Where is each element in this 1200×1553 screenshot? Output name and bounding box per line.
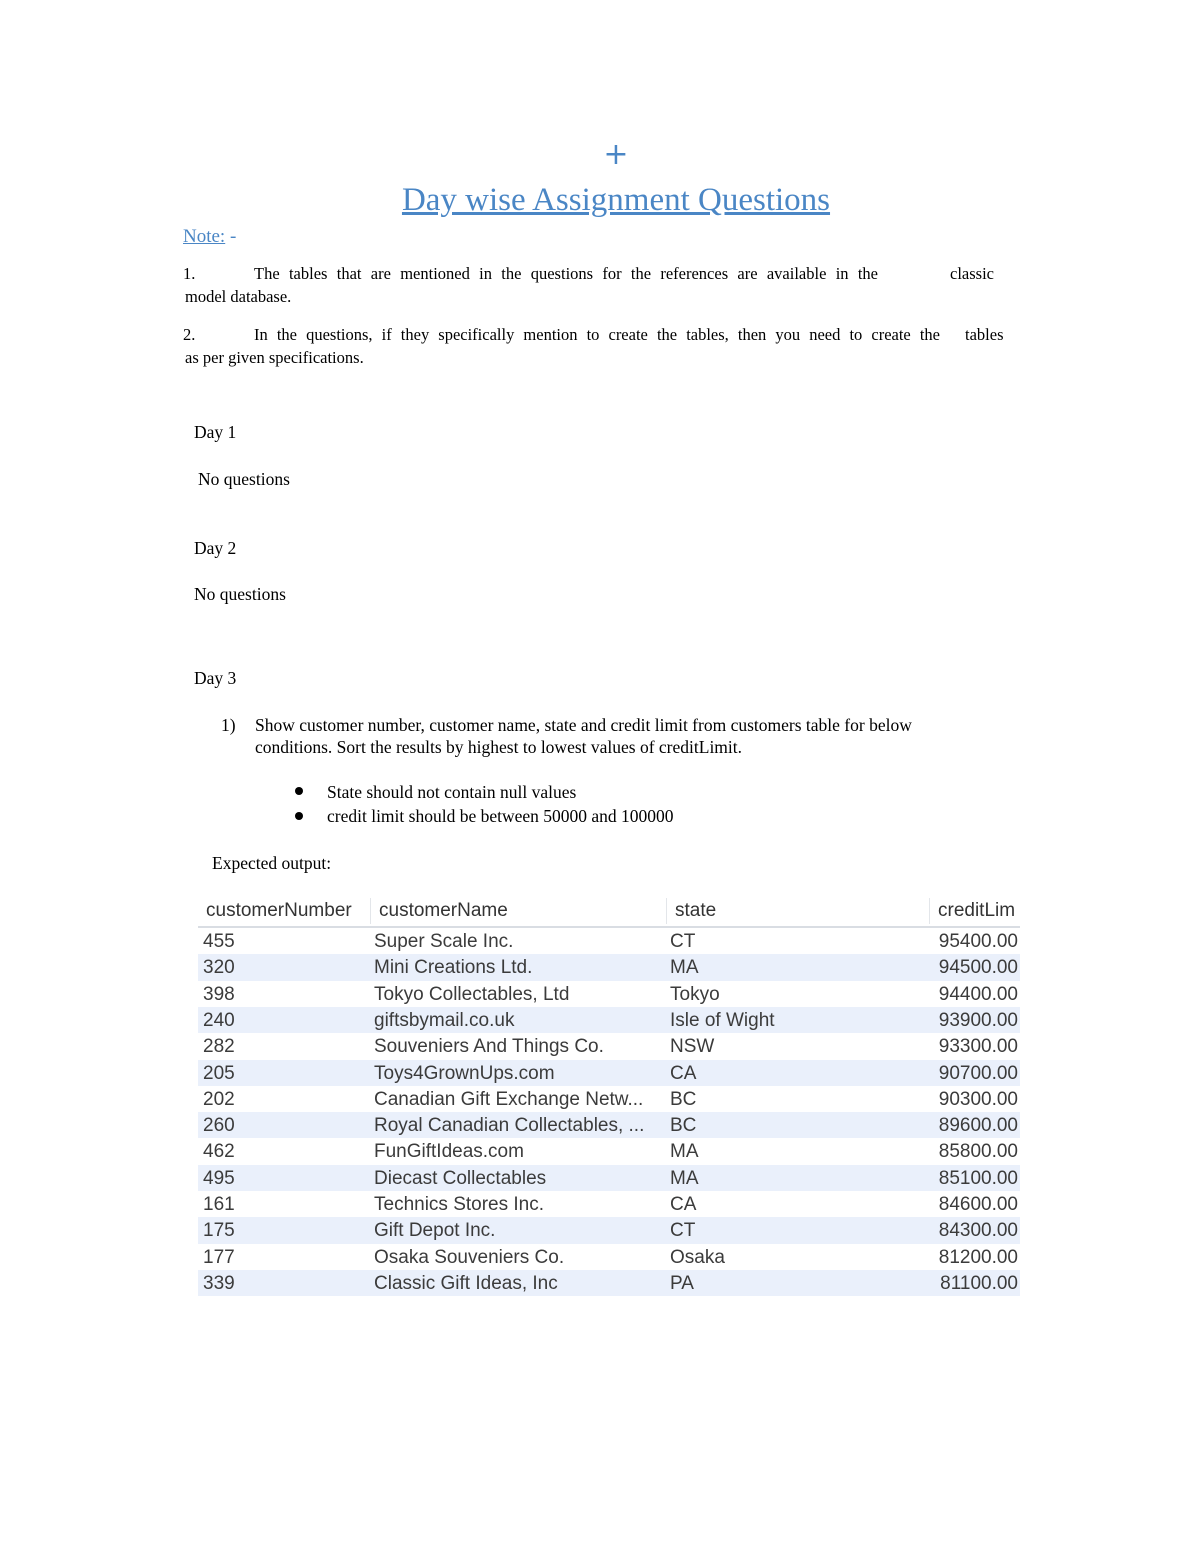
cell-customer-number: 260 bbox=[203, 1115, 235, 1137]
cell-credit-limit: 93300.00 bbox=[938, 1036, 1018, 1058]
table-row bbox=[198, 1112, 1020, 1138]
cell-state: CA bbox=[670, 1194, 697, 1215]
column-header: customerNumber bbox=[206, 900, 352, 921]
page-title: Day wise Assignment Questions bbox=[401, 182, 831, 218]
cell-credit-limit: 84600.00 bbox=[938, 1194, 1018, 1215]
note-text-line: as per given specifications. bbox=[185, 348, 364, 367]
cell-customer-number: 398 bbox=[203, 983, 235, 1005]
cell-customer-name: Technics Stores Inc. bbox=[374, 1194, 545, 1215]
cell-customer-number: 282 bbox=[203, 1036, 235, 1058]
cell-credit-limit: 95400.00 bbox=[938, 931, 1018, 952]
day-heading: Day 3 bbox=[194, 668, 237, 688]
cell-credit-limit: 89600.00 bbox=[938, 1115, 1018, 1137]
cell-credit-limit: 94500.00 bbox=[938, 957, 1018, 979]
cell-customer-name: Canadian Gift Exchange Netw... bbox=[374, 1088, 644, 1110]
cell-state: Tokyo bbox=[670, 983, 720, 1005]
cell-customer-name: Royal Canadian Collectables, ... bbox=[374, 1115, 645, 1137]
bullet-icon bbox=[295, 787, 303, 795]
note-number: 1. bbox=[183, 264, 196, 283]
results-table bbox=[198, 894, 1020, 1296]
cell-credit-limit: 90700.00 bbox=[938, 1062, 1018, 1084]
table-row bbox=[198, 1270, 1020, 1296]
condition-item: State should not contain null values bbox=[327, 782, 577, 802]
table-row bbox=[198, 1244, 1020, 1270]
cell-state: CT bbox=[670, 1220, 696, 1242]
question-text-line: Show customer number, customer name, state and credit limit from customers table for below bbox=[255, 715, 912, 735]
cell-customer-number: 455 bbox=[203, 931, 235, 952]
cell-state: Osaka bbox=[670, 1246, 725, 1268]
cell-customer-name: Mini Creations Ltd. bbox=[374, 957, 533, 979]
table-row bbox=[198, 1165, 1020, 1191]
cell-customer-number: 202 bbox=[203, 1088, 235, 1110]
day-heading: Day 2 bbox=[194, 538, 237, 558]
cell-customer-number: 240 bbox=[203, 1009, 235, 1031]
bullet-icon bbox=[295, 812, 303, 820]
cell-credit-limit: 93900.00 bbox=[938, 1009, 1018, 1031]
note-number: 2. bbox=[183, 325, 196, 344]
cell-customer-name: Classic Gift Ideas, Inc bbox=[374, 1272, 558, 1294]
table-row bbox=[198, 954, 1020, 980]
cell-customer-name: Osaka Souveniers Co. bbox=[374, 1246, 565, 1268]
column-header: state bbox=[666, 898, 925, 924]
day-text: No questions bbox=[194, 584, 286, 604]
table-row bbox=[198, 1033, 1020, 1059]
question-text-line: conditions. Sort the results by highest to lowest values of creditLimit. bbox=[255, 737, 743, 757]
cell-credit-limit: 84300.00 bbox=[938, 1220, 1018, 1242]
cell-credit-limit: 85800.00 bbox=[938, 1141, 1018, 1163]
table-row bbox=[198, 1086, 1020, 1112]
cell-customer-number: 339 bbox=[203, 1272, 235, 1294]
note-text-line: The tables that are mentioned in the questions for the references are available in the bbox=[254, 264, 878, 283]
cell-customer-name: Tokyo Collectables, Ltd bbox=[374, 983, 570, 1005]
cell-credit-limit: 85100.00 bbox=[938, 1167, 1018, 1189]
cell-credit-limit: 81200.00 bbox=[938, 1246, 1018, 1268]
cell-credit-limit: 94400.00 bbox=[938, 983, 1018, 1005]
cell-customer-number: 462 bbox=[203, 1141, 235, 1163]
cell-customer-number: 161 bbox=[203, 1194, 235, 1215]
column-header: customerName bbox=[370, 898, 664, 924]
cell-customer-number: 320 bbox=[203, 957, 235, 979]
cell-credit-limit: 81100.00 bbox=[940, 1272, 1018, 1294]
cell-state: CT bbox=[670, 931, 696, 952]
cell-customer-number: 205 bbox=[203, 1062, 235, 1084]
day-text: No questions bbox=[198, 469, 290, 489]
cell-state: MA bbox=[670, 1167, 699, 1189]
cell-customer-number: 495 bbox=[203, 1167, 235, 1189]
cell-customer-name: Toys4GrownUps.com bbox=[374, 1062, 555, 1084]
table-row bbox=[198, 1007, 1020, 1033]
condition-item: credit limit should be between 50000 and 100000 bbox=[327, 806, 674, 826]
cell-state: BC bbox=[670, 1088, 697, 1110]
note-label-text: Note: bbox=[183, 226, 226, 247]
table-row bbox=[198, 1217, 1020, 1243]
question-number: 1) bbox=[221, 715, 236, 735]
table-row bbox=[198, 928, 1020, 954]
table-row bbox=[198, 981, 1020, 1007]
cell-customer-name: FunGiftIdeas.com bbox=[374, 1141, 524, 1163]
plus-mark: + bbox=[603, 137, 629, 172]
table-row bbox=[198, 1191, 1020, 1217]
cell-credit-limit: 90300.00 bbox=[938, 1088, 1018, 1110]
table-row bbox=[198, 1060, 1020, 1086]
table-row bbox=[198, 1138, 1020, 1164]
cell-customer-name: giftsbymail.co.uk bbox=[374, 1009, 515, 1031]
cell-state: NSW bbox=[670, 1036, 715, 1058]
note-text-line: In the questions, if they specifically mention to create the tables, then you need to create the bbox=[254, 325, 940, 344]
table-header bbox=[198, 894, 1020, 928]
cell-state: BC bbox=[670, 1115, 697, 1137]
cell-customer-number: 175 bbox=[203, 1220, 235, 1242]
cell-customer-name: Diecast Collectables bbox=[374, 1167, 547, 1189]
day-heading: Day 1 bbox=[194, 422, 237, 442]
cell-customer-name: Souveniers And Things Co. bbox=[374, 1036, 604, 1058]
note-label bbox=[183, 225, 236, 249]
cell-state: MA bbox=[670, 957, 699, 979]
note-text-line: model database. bbox=[185, 287, 292, 306]
cell-customer-name: Gift Depot Inc. bbox=[374, 1220, 496, 1242]
note-text-end: tables bbox=[965, 325, 1004, 344]
note-label-suffix: - bbox=[225, 226, 237, 247]
cell-state: MA bbox=[670, 1141, 699, 1163]
cell-state: PA bbox=[670, 1272, 694, 1294]
note-text-end: classic bbox=[950, 264, 994, 283]
cell-state: CA bbox=[670, 1062, 697, 1084]
expected-output-label: Expected output: bbox=[212, 853, 332, 873]
column-header: creditLim bbox=[929, 898, 1020, 924]
cell-customer-number: 177 bbox=[203, 1246, 235, 1268]
cell-customer-name: Super Scale Inc. bbox=[374, 931, 514, 952]
cell-state: Isle of Wight bbox=[670, 1009, 775, 1031]
